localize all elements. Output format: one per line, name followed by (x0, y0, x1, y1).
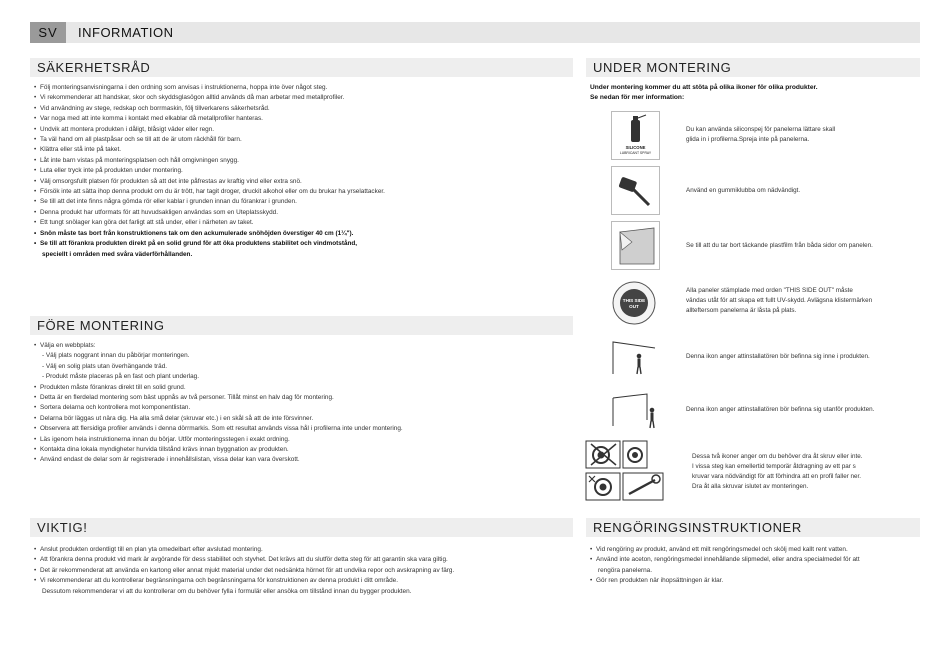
inside-text (686, 352, 870, 362)
language-badge: SV (30, 22, 66, 43)
screw-text-line: Dra åt alla skruvar islutet av monteringen. (692, 483, 809, 490)
list-item: • Delarna bör läggas ut nära dig. Ha alla små delar (skruvar etc.) i en skål så att de inte försvinner. (34, 414, 403, 424)
silicone-text-line: Du kan använda siliconspej för panelerna lättare skall (686, 126, 836, 133)
list-item: • Sortera delarna och kontrollera mot komponentlistan. (34, 403, 403, 413)
list-item: • Undvik att montera produkten i dåligt, blåsigt väder eller regn. (34, 125, 385, 135)
side-out-text (686, 286, 872, 316)
list-item: - Produkt måste placeras på en fast och plant underlag. (42, 373, 200, 381)
list-item: • Använd endast de delar som är registrerade i innehållslistan, vissa delar kan vara överskott. (34, 455, 403, 465)
inside-text-line: Denna ikon anger attinstallatören bör befinna sig inne i produkten. (686, 353, 870, 360)
list-item: • Se till att det inte finns några gömda rör eller kablar i grunden innan du förankrar i grunden. (34, 197, 385, 207)
silicone-text (686, 125, 835, 145)
list-item: • Följ monteringsanvisningarna i den ordning som anvisas i instruktionerna, hoppa inte över något steg. (34, 83, 385, 93)
list-item: • Vid användning av stege, redskap och borrmaskin, följ tillverkarens säkerhetsråd. (34, 104, 385, 114)
safety-heading: SÄKERHETSRÅD (30, 58, 573, 77)
list-item: • Klättra eller stå inte på taket. (34, 145, 385, 155)
outside-text (686, 405, 874, 415)
page-title: INFORMATION (78, 25, 174, 40)
safety-list (34, 83, 385, 260)
before-heading: FÖRE MONTERING (30, 316, 573, 335)
list-item: • Försök inte att sätta ihop denna produkt om du är trött, har tagit droger, druckit alkohol eller om du brukar ha yrselattacker. (34, 187, 385, 197)
mallet-text-line: Använd en gummiklubba om nädvändigt. (686, 187, 801, 194)
list-item: • Gör ren produkten när ihopsättningen är klar. (590, 576, 860, 586)
list-item: • Snön måste tas bort från konstruktionens tak om den ackumulerade snöhöjden överstiger 40 cm (1¼"). (34, 229, 385, 239)
before-list (34, 341, 403, 466)
rubber-mallet-icon (611, 166, 660, 215)
film-text (686, 241, 873, 251)
list-item: rengöra panelerna. (598, 566, 653, 574)
list-item: • Ta väl hand om all plastpåsar och se till att de är utom räckhåll för barn. (34, 135, 385, 145)
list-item: • Välja en webbplats: (34, 341, 403, 351)
during-intro-line2: Se nedan för mer information: (590, 94, 685, 101)
list-item: • Detta är en flerdelad montering som bäst uppnås av två personer. Tillåt minst en halv dag för montering. (34, 393, 403, 403)
during-heading: UNDER MONTERING (586, 58, 920, 77)
list-item: - Välj plats noggrant innan du påbörjar monteringen. (42, 352, 190, 360)
this-side-label: THIS SIDE (622, 298, 646, 303)
list-item: • Observera att flersidiga profiler används i denna dörrmarkis. Som ett resultat används vissa hål i profilerna inte under montering. (34, 424, 403, 434)
during-intro-line1: Under montering kommer du att stöta på olika ikoner för olika produkter. (590, 84, 818, 91)
list-item: • Använd inte aceton, rengöringsmedel innehållande slipmedel, eller andra specialmedel för att (590, 555, 860, 565)
screw-text-line: I vissa steg kan emellertid temporär åtdragning av ett par s (692, 463, 856, 470)
list-item: • Vi rekommenderar att du kontrollerar begränsningarna och begränsningarna för konstruktionen av denna produkt i ditt område. (34, 576, 454, 586)
list-item: • Anslut produkten ordentligt till en plan yta omedelbart efter avslutad montering. (34, 545, 454, 555)
lubricant-label: LUBRICANT SPRAY (619, 151, 652, 155)
list-item: • Var noga med att inte komma i kontakt med elkablar då metallprofiler hanteras. (34, 114, 385, 124)
list-item: • Se till att förankra produkten direkt på en solid grund för att öka produktens stabilitet och vindmotstånd, (34, 239, 385, 249)
silicone-label: SILICONE (625, 145, 646, 150)
list-item: • Denna produkt har utformats för att huvudsakligen användas som en Uteplatsskydd. (34, 208, 385, 218)
list-item: • Luta eller tryck inte på produkten under montering. (34, 166, 385, 176)
list-item: • Det är rekommenderat att använda en kartong eller annat mjukt material under det nedsänkta hörnet för att undvika repor och avskrapning av färg. (34, 566, 454, 576)
side-out-text-line: allteftersom panelerna är låsta på plats. (686, 307, 797, 314)
list-item: • Vid rengöring av produkt, använd ett milt rengöringsmedel och skölj med kallt rent vatten. (590, 545, 860, 555)
side-out-text-line: vändas utåt för att skapa ett fullt UV-skydd. Avlägsna klistermärken (686, 297, 873, 304)
out-label: OUT (629, 304, 639, 309)
list-item: • Kontakta dina lokala myndigheter hurvida tillstånd krävs innan byggnation av produkten. (34, 445, 403, 455)
screw-check-icon (585, 440, 675, 502)
important-heading: VIKTIG! (30, 518, 573, 537)
outside-text-line: Denna ikon anger attinstallatören bör befinna sig utanför produkten. (686, 406, 875, 413)
important-list (34, 545, 454, 597)
list-item: • Ett tungt snölager kan göra det farligt att stå under, eller i närheten av taket. (34, 218, 385, 228)
header-bar (30, 22, 920, 43)
list-item: Dessutom rekommenderar vi att du kontrollerar om du behöver fylla i formulär eller ansöka om tillstånd innan du bygger produkten. (42, 587, 412, 595)
screw-text-line: Dessa två ikoner anger om du behöver dra åt skruv eller inte. (692, 453, 863, 460)
screw-text (692, 452, 862, 492)
silicone-text-line: glida in i profilerna.Spreja inte på panelerna. (686, 136, 810, 143)
mallet-text (686, 186, 800, 196)
cleaning-heading: RENGÖRINGSINSTRUKTIONER (586, 518, 920, 537)
list-item: • Vi rekommenderar att handskar, skor och skyddsglasögon alltid används då man arbetar med metallprofiler. (34, 93, 385, 103)
cleaning-list (590, 545, 860, 587)
installer-inside-icon (609, 336, 659, 376)
during-intro (590, 83, 910, 103)
side-out-text-line: Alla paneler stämplade med orden "THIS SIDE OUT" måste (686, 287, 853, 294)
list-item: • Läs igenom hela instruktionerna innan du börjar. Utför monteringsstegen i exakt ordning. (34, 435, 403, 445)
list-item: • Produkten måste förankras direkt till en solid grund. (34, 383, 403, 393)
this-side-out-icon (611, 280, 657, 326)
list-item: speciellt i områden med svåra väderförhållanden. (42, 250, 193, 258)
screw-text-line: kruvar vara nödvändigt för att förhindra att en profil faller ner. (692, 473, 862, 480)
plastic-film-icon (611, 221, 660, 270)
list-item: • Att förankra denna produkt vid mark är avgörande för dess stabilitet och styvhet. Det krävs att du slutför detta steg för att garantin ska vara giltig. (34, 555, 454, 565)
list-item: - Välj en solig plats utan överhängande träd. (42, 362, 168, 370)
film-text-line: Se till att du tar bort täckande plastfilm från båda sidor om panelen. (686, 242, 873, 249)
list-item: • Låt inte barn vistas på monteringsplatsen och håll omgivningen snygg. (34, 156, 385, 166)
installer-outside-icon (609, 390, 659, 430)
list-item: • Välj omsorgsfullt platsen för produkten så att det inte påfrestas av kraftig vind eller extra snö. (34, 177, 385, 187)
silicone-spray-icon (611, 111, 660, 160)
